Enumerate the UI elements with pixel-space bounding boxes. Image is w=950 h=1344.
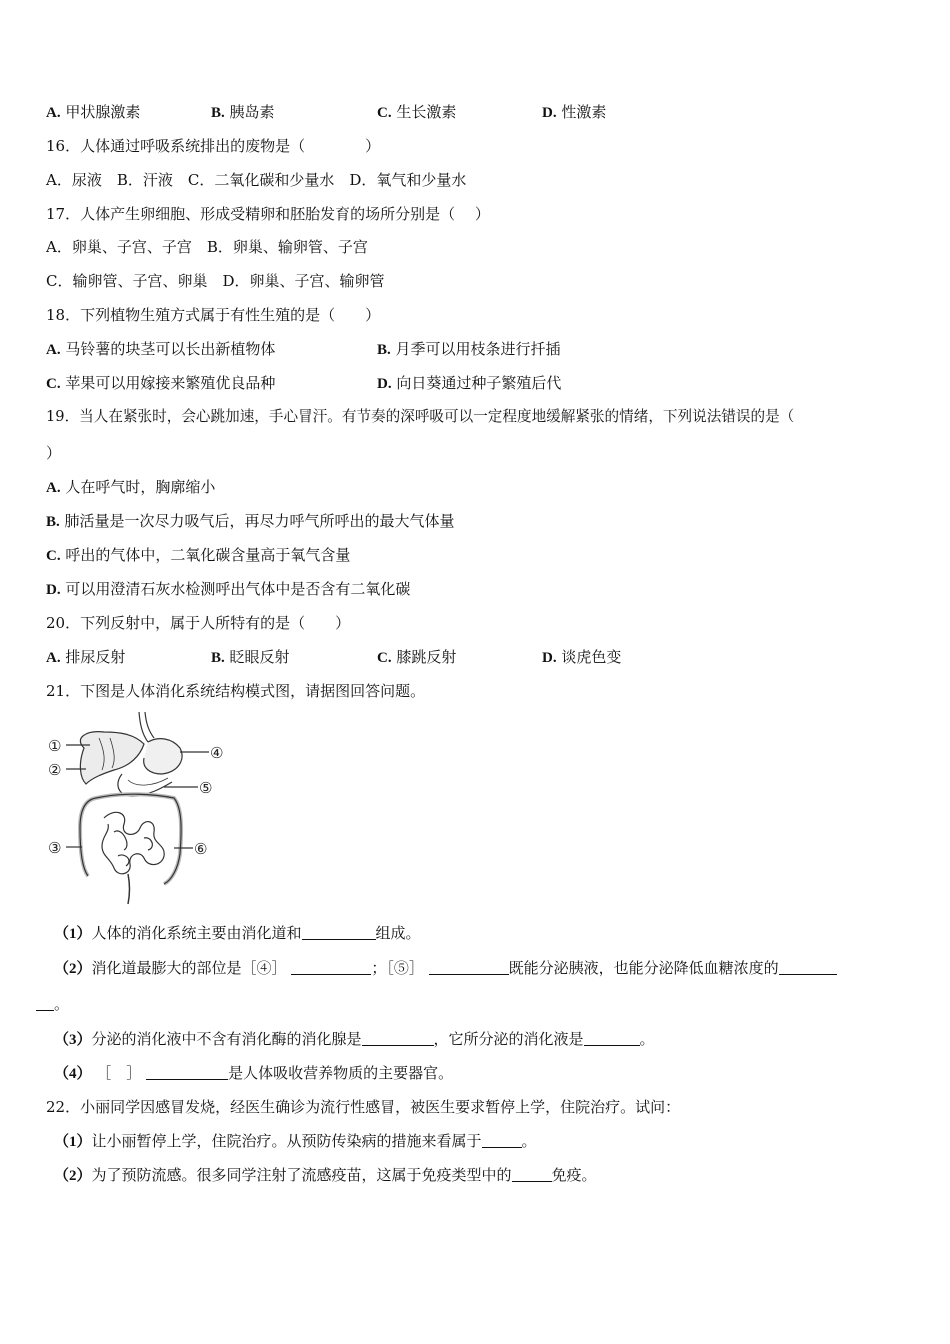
q21-sub3: （3）分泌的消化液中不含有消化酶的消化腺是 ，它所分泌的消化液是 。: [54, 1030, 655, 1048]
q17-options-line2: C．输卵管、子宫、卵巢 D．卵巢、子宫、输卵管: [46, 272, 385, 290]
q21-stem: 21．下图是人体消化系统结构模式图，请据图回答问题。: [46, 682, 426, 700]
large-intestine-shape: [80, 794, 181, 884]
answer-blank[interactable]: [36, 995, 54, 1011]
q18-option-c: C. 苹果可以用嫁接来繁殖优良品种: [46, 374, 276, 392]
q19-option-b: B. 肺活量是一次尽力吸气后，再尽力呼气所呼出的最大气体量: [46, 512, 455, 530]
diagram-label-3: ③: [48, 839, 62, 857]
diagram-label-1: ①: [48, 737, 62, 755]
stomach-shape: [144, 739, 182, 774]
q18-stem: 18．下列植物生殖方式属于有性生殖的是（ ）: [46, 306, 381, 324]
q20-option-c: C. 膝跳反射: [377, 648, 457, 666]
q20-option-b: B. 眨眼反射: [211, 648, 290, 666]
answer-blank[interactable]: [146, 1064, 228, 1080]
q15-option-a: A. 甲状腺激素: [46, 103, 141, 121]
q15-option-c: C. 生长激素: [377, 103, 457, 121]
q22-sub2: （2）为了预防流感。很多同学注射了流感疫苗，这属于免疫类型中的 免疫。: [54, 1166, 597, 1184]
q19-option-d: D. 可以用澄清石灰水检测呼出气体中是否含有二氧化碳: [46, 580, 411, 598]
q18-option-a: A. 马铃薯的块茎可以长出新植物体: [46, 340, 276, 358]
answer-blank[interactable]: [302, 924, 376, 940]
diagram-label-4: ④: [210, 744, 224, 762]
q17-stem: 17．人体产生卵细胞、形成受精卵和胚胎发育的场所分别是（ ）: [46, 205, 490, 223]
q19-stem-end: ）: [46, 444, 62, 462]
q21-sub2: （2）消化道最膨大的部位是［④］ ；［⑤］ 既能分泌胰液，也能分泌降低血糖浓度的: [54, 958, 837, 979]
q20-option-a: A. 排尿反射: [46, 648, 126, 666]
q15-option-b: B. 胰岛素: [211, 103, 275, 121]
q22-stem: 22．小丽同学因感冒发烧，经医生确诊为流行性感冒，被医生要求暂停上学，住院治疗。试问：: [46, 1098, 681, 1116]
q17-options-line1: A．卵巢、子宫、子宫 B．卵巢、输卵管、子宫: [46, 238, 368, 256]
liver-shape: [80, 732, 144, 784]
q20-option-d: D. 谈虎色变: [542, 648, 622, 666]
q21-sub4: （4） ［ ］ 是人体吸收营养物质的主要器官。: [54, 1064, 454, 1082]
digestive-system-diagram: [44, 708, 234, 908]
q18-option-b: B. 月季可以用枝条进行扦插: [377, 340, 561, 358]
q15-option-d: D. 性激素: [542, 103, 607, 121]
answer-blank[interactable]: [362, 1030, 434, 1046]
q22-sub1: （1）让小丽暂停上学，住院治疗。从预防传染病的措施来看属于 。: [54, 1132, 537, 1150]
answer-blank[interactable]: [482, 1132, 522, 1148]
esophagus-shape: [139, 712, 148, 742]
q16-stem: 16．人体通过呼吸系统排出的废物是（ ）: [46, 137, 381, 155]
q19-stem: 19．当人在紧张时，会心跳加速，手心冒汗。有节奏的深呼吸可以一定程度地缓解紧张的情绪，下列说法错误的是（: [46, 408, 795, 425]
q21-sub1: （1）人体的消化系统主要由消化道和 组成。: [54, 924, 421, 942]
q21-sub2-continued: 。: [36, 994, 69, 1014]
q19-option-a: A. 人在呼气时，胸廓缩小: [46, 478, 216, 496]
answer-blank[interactable]: [584, 1030, 640, 1046]
diagram-label-5: ⑤: [199, 779, 213, 797]
q19-option-c: C. 呼出的气体中，二氧化碳含量高于氧气含量: [46, 546, 351, 564]
diagram-label-6: ⑥: [194, 840, 208, 858]
q18-option-d: D. 向日葵通过种子繁殖后代: [377, 374, 562, 392]
small-intestine-shape: [102, 812, 164, 873]
answer-blank[interactable]: [512, 1166, 552, 1182]
diagram-label-2: ②: [48, 761, 62, 779]
answer-blank[interactable]: [291, 959, 371, 975]
q20-stem: 20．下列反射中，属于人所特有的是（ ）: [46, 614, 351, 632]
answer-blank[interactable]: [429, 959, 509, 975]
q16-options: A．尿液 B．汗液 C．二氧化碳和少量水 D．氧气和少量水: [46, 171, 467, 189]
answer-blank[interactable]: [779, 959, 837, 975]
